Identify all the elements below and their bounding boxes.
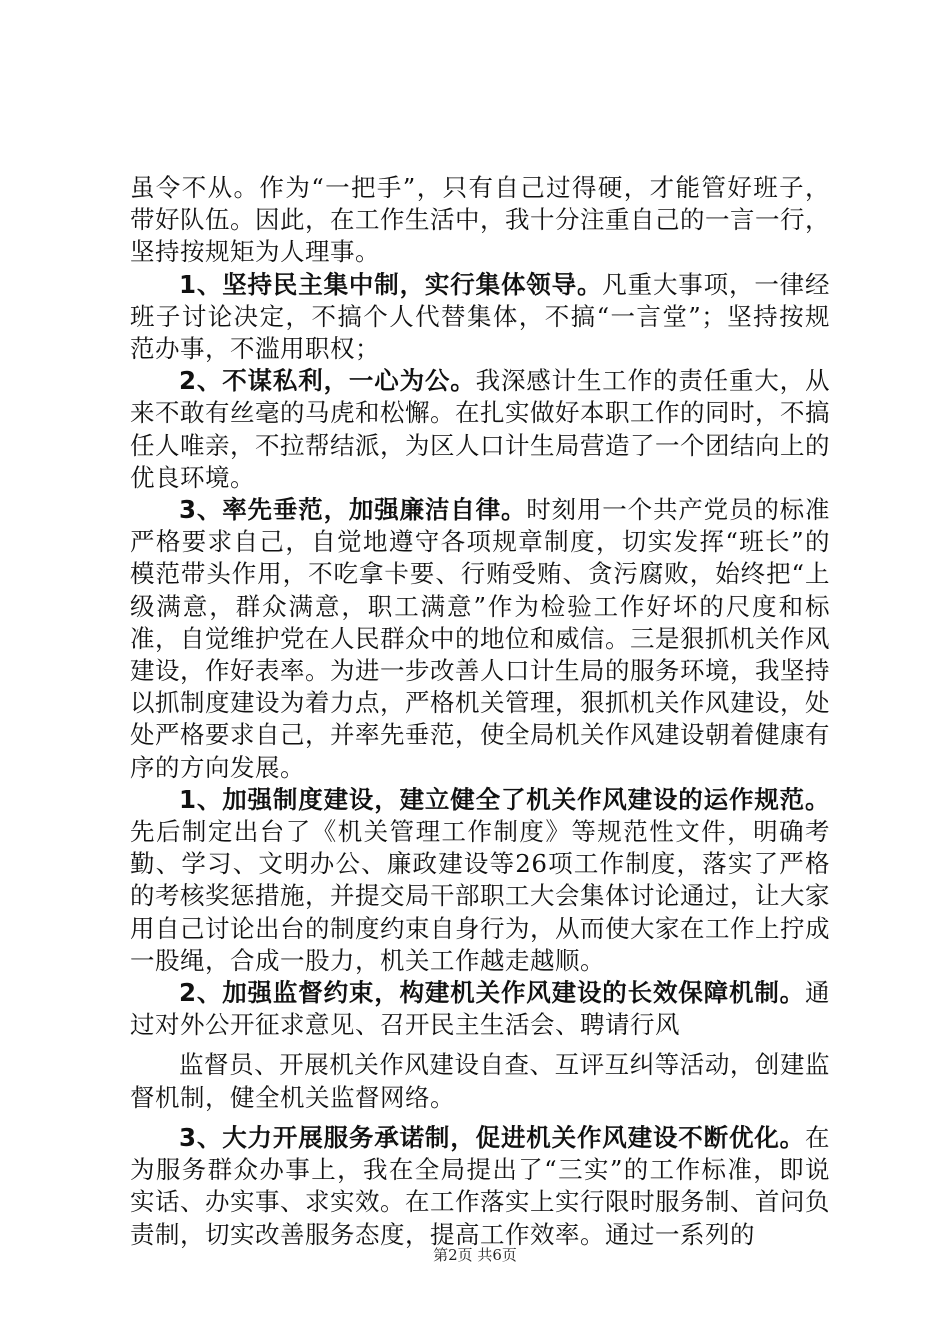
- paragraph-5-text: 先后制定出台了《机关管理工作制度》等规范性文件，明确考勤、学习、文明办公、廉政建设等26项工作制度，落实了严格的考核奖惩措施，并提交局干部职工大会集体讨论通过，让大家用自己讨论出台的制度约束自身行为，从而使大家在工作上拧成一股绳，合成一股力，机关工作越走越顺。: [130, 817, 830, 975]
- document-body: [130, 172, 830, 1251]
- page-footer: [0, 1244, 950, 1265]
- paragraph-3-heading: 2、不谋私利，一心为公。: [179, 366, 476, 396]
- paragraph-4: [130, 494, 830, 784]
- paragraph-3: [130, 365, 830, 494]
- paragraph-2-text: 凡重大事项，一律经班子讨论决定，不搞个人代替集体，不搞“一言堂”；坚持按规范办事，不滥用职权；: [130, 269, 831, 364]
- page-number-label: 第2页 共6页: [433, 1246, 517, 1264]
- paragraph-2-heading: 1、坚持民主集中制，实行集体领导。: [179, 269, 603, 299]
- paragraph-1: [130, 172, 830, 269]
- paragraph-4-text: 时刻用一个共产党员的标准严格要求自己，自觉地遵守各项规章制度，切实发挥“班长”的模范带头作用，不吃拿卡要、行贿受贿、贪污腐败，始终把“上级满意，群众满意，职工满意”作为检验工作好坏的尺度和标准，自觉维护党在人民群众中的地位和威信。三是狠抓机关作风建设，作好表率。为进一步改善人口计生局的服务环境，我坚持以抓制度建设为着力点，严格机关管理，狠抓机关作风建设，处处严格要求自己，并率先垂范，使全局机关作风建设朝着健康有序的方向发展。: [130, 495, 830, 782]
- paragraph-8-text: 在为服务群众办事上，我在全局提出了“三实”的工作标准，即说实话、办实事、求实效。在工作落实上实行限时服务制、首问负责制，切实改善服务态度，提高工作效率。通过一系列的: [130, 1122, 830, 1249]
- paragraph-8: [130, 1122, 830, 1251]
- paragraph-5: [130, 784, 830, 977]
- paragraph-3-text: 我深感计生工作的责任重大，从来不敢有丝毫的马虎和松懈。在扎实做好本职工作的同时，不搞任人唯亲，不拉帮结派，为区人口计生局营造了一个团结向上的优良环境。: [130, 366, 831, 492]
- paragraph-6: [130, 977, 830, 1041]
- paragraph-2: [130, 269, 830, 366]
- paragraph-1-text: 虽令不从。作为“一把手”，只有自己过得硬，才能管好班子，带好队伍。因此，在工作生活中，我十分注重自己的一言一行，坚持按规矩为人理事。: [130, 173, 830, 267]
- paragraph-5-heading: 1、加强制度建设，建立健全了机关作风建设的运作规范。: [179, 784, 830, 814]
- paragraph-7: [130, 1049, 830, 1113]
- paragraph-6-text: 通过对外公开征求意见、召开民主生活会、聘请行风: [130, 978, 830, 1040]
- paragraph-4-heading: 3、率先垂范，加强廉洁自律。: [179, 495, 527, 525]
- paragraph-6-heading: 2、加强监督约束，构建机关作风建设的长效保障机制。: [179, 978, 805, 1008]
- paragraph-7-text: 监督员、开展机关作风建设自查、互评互纠等活动，创建监督机制，健全机关监督网络。: [130, 1050, 830, 1112]
- paragraph-8-heading: 3、大力开展服务承诺制，促进机关作风建设不断优化。: [179, 1122, 805, 1152]
